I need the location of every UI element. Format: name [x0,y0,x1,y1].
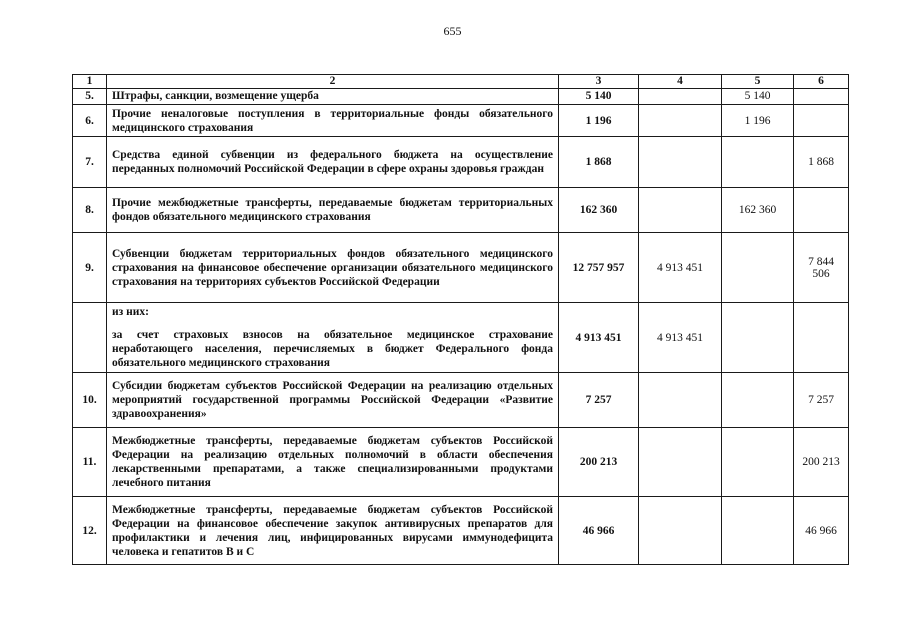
row-col6 [794,105,849,137]
table-row [73,105,849,137]
row-col4 [639,373,722,428]
row-col5 [722,373,794,428]
row-total: 5 140 [559,89,639,105]
row-col5: 162 360 [722,188,794,233]
row-col6: 200 213 [794,428,849,497]
row-col6: 1 868 [794,137,849,188]
row-col6 [794,303,849,373]
row-description: Субвенции бюджетам территориальных фондов обязательного медицинского страхования на финансовое обеспечение организации обязательного медицинского страхования на территориях субъектов Российской Федерации [107,233,559,303]
row-number: 12. [73,497,107,565]
row-col4 [639,137,722,188]
table-row [73,497,849,565]
header-col-5: 5 [722,75,794,89]
row-col5 [722,233,794,303]
row-total: 46 966 [559,497,639,565]
page-number: 655 [443,24,462,38]
row-col5 [722,137,794,188]
row-col6 [794,188,849,233]
table-header-row [73,75,849,89]
table-row [73,303,849,373]
row-total: 7 257 [559,373,639,428]
row-total: 1 196 [559,105,639,137]
row-col5 [722,497,794,565]
row-total: 1 868 [559,137,639,188]
row-col4: 4 913 451 [639,303,722,373]
row-col4 [639,428,722,497]
row-number: 7. [73,137,107,188]
header-col-4: 4 [639,75,722,89]
table-row [73,373,849,428]
row-col4 [639,497,722,565]
row-col4 [639,188,722,233]
table-row [73,233,849,303]
row-description: Средства единой субвенции из федерального бюджета на осуществление переданных полномочий Российской Федерации в сфере охраны здоровья граждан [107,137,559,188]
row-subheading: из них: [112,306,149,318]
row-col5 [722,303,794,373]
budget-table [72,74,849,565]
row-number: 10. [73,373,107,428]
row-description: Межбюджетные трансферты, передаваемые бюджетам субъектов Российской Федерации на финансовое обеспечение закупок антивирусных препаратов для профилактики и лечения лиц, инфицированных вирусами иммунодефицита человека и гепатитов В и С [107,497,559,565]
row-total: 12 757 957 [559,233,639,303]
header-col-6: 6 [794,75,849,89]
row-col4 [639,105,722,137]
row-number: 9. [73,233,107,303]
row-col6: 7 257 [794,373,849,428]
header-col-1: 1 [73,75,107,89]
row-col6: 7 844 506 [794,233,849,303]
row-description-text: за счет страховых взносов на обязательное медицинское страхование неработающего населения, перечисляемых в бюджет Федерального фонда обязательного медицинского страхования [112,329,553,369]
row-description: Прочие межбюджетные трансферты, передаваемые бюджетам территориальных фондов обязательного медицинского страхования [107,188,559,233]
row-total: 4 913 451 [559,303,639,373]
row-col6: 46 966 [794,497,849,565]
row-number: 11. [73,428,107,497]
row-col4: 4 913 451 [639,233,722,303]
row-number: 8. [73,188,107,233]
row-col5 [722,428,794,497]
table-row [73,428,849,497]
row-col5: 5 140 [722,89,794,105]
table-row [73,188,849,233]
row-description: Прочие неналоговые поступления в территориальные фонды обязательного медицинского страхования [107,105,559,137]
header-col-3: 3 [559,75,639,89]
row-col4 [639,89,722,105]
row-description: Межбюджетные трансферты, передаваемые бюджетам субъектов Российской Федерации на реализацию отдельных полномочий в области обеспечения лекарственными препаратами, а также специализированными продуктами лечебного питания [107,428,559,497]
row-description: Штрафы, санкции, возмещение ущерба [107,89,559,105]
row-col5: 1 196 [722,105,794,137]
table-row [73,137,849,188]
row-number: 5. [73,89,107,105]
row-number [73,303,107,373]
row-number: 6. [73,105,107,137]
row-col6 [794,89,849,105]
row-description: Субсидии бюджетам субъектов Российской Федерации на реализацию отдельных мероприятий государственной программы Российской Федерации «Развитие здравоохранения» [107,373,559,428]
row-description [107,303,559,373]
row-total: 162 360 [559,188,639,233]
row-total: 200 213 [559,428,639,497]
header-col-2: 2 [107,75,559,89]
table-row [73,89,849,105]
